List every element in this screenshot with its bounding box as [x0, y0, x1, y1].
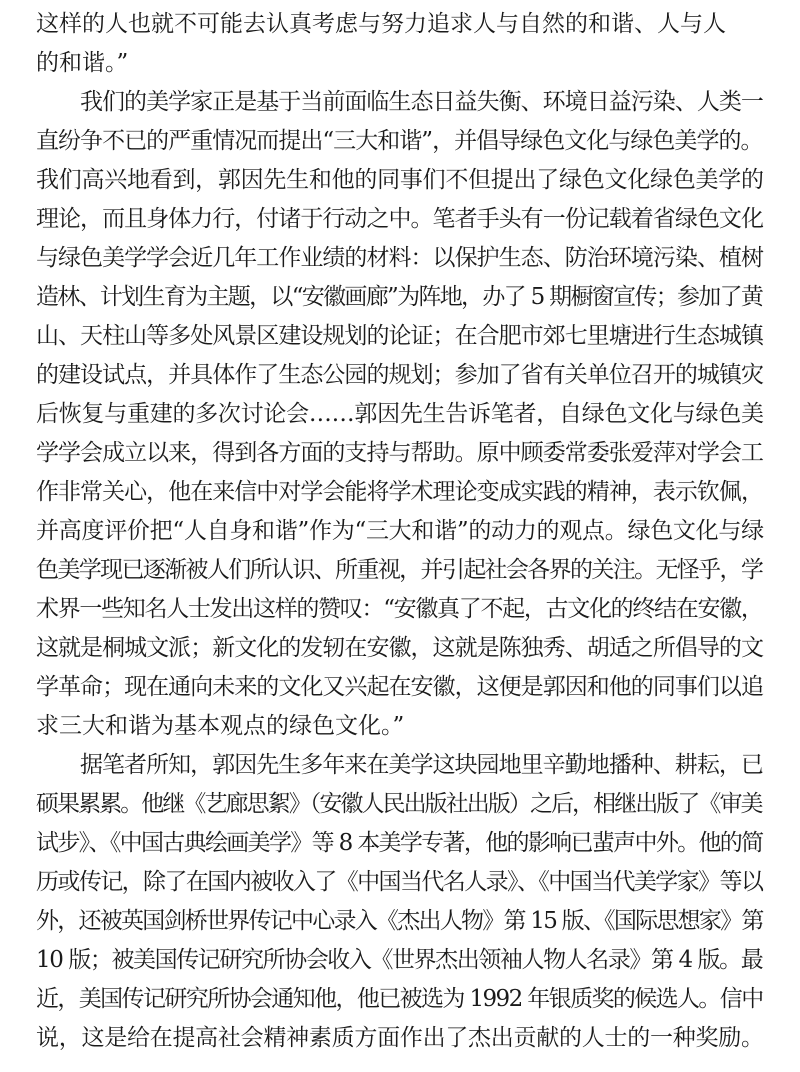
text-line: 造林、计划生育为主题，以“安徽画廊”为阵地，办了 5 期橱窗宣传；参加了黄: [36, 284, 763, 310]
text-line: 近，美国传记研究所协会通知他，他已被选为 1992 年银质奖的候选人。信中: [36, 986, 763, 1012]
text-line: 后恢复与重建的多次讨论会……郭因先生告诉笔者，自绿色文化与绿色美: [36, 401, 764, 427]
text-line: 并高度评价把“人自身和谐”作为“三大和谐”的动力的观点。绿色文化与绿: [36, 518, 764, 544]
text-line: 的和谐。”: [36, 50, 129, 76]
text-line: 山、天柱山等多处风景区建设规划的论证；在合肥市郊七里塘进行生态城镇: [36, 323, 763, 349]
text-line: 据笔者所知，郭因先生多年来在美学这块园地里辛勤地播种、耕耘，已: [80, 752, 763, 778]
text-line: 10 版；被美国传记研究所协会收入《世界杰出领袖人物人名录》第 4 版。最: [36, 947, 763, 973]
text-line: 这样的人也就不可能去认真考虑与努力追求人与自然的和谐、人与人: [36, 11, 726, 37]
text-line: 的建设试点，并具体作了生态公园的规划；参加了省有关单位召开的城镇灾: [36, 362, 763, 388]
text-line: 我们高兴地看到，郭因先生和他的同事们不但提出了绿色文化绿色美学的: [36, 167, 764, 193]
text-line: 说，这是给在提高社会精神素质方面作出了杰出贡献的人士的一种奖励。: [36, 1025, 764, 1051]
text-line: 色美学现已逐渐被人们所认识、所重视，并引起社会各界的关注。无怪乎，学: [36, 557, 763, 583]
text-line: 术界一些知名人士发出这样的赞叹：“安徽真了不起，古文化的终结在安徽，: [36, 596, 763, 622]
text-line: 试步》、《中国古典绘画美学》等 8 本美学专著，他的影响已蜚声中外。他的简: [36, 830, 763, 856]
text-line: 作非常关心，他在来信中对学会能将学术理论变成实践的精神，表示钦佩，: [36, 479, 763, 505]
text-line: 学学会成立以来，得到各方面的支持与帮助。原中顾委常委张爱萍对学会工: [36, 440, 763, 466]
text-line: 理论，而且身体力行，付诸于行动之中。笔者手头有一份记载着省绿色文化: [36, 206, 763, 232]
text-line: 这就是桐城文派；新文化的发轫在安徽，这就是陈独秀、胡适之所倡导的文: [36, 635, 763, 661]
text-line: 直纷争不已的严重情况而提出“三大和谐”，并倡导绿色文化与绿色美学的。: [36, 128, 763, 154]
text-line: 求三大和谐为基本观点的绿色文化。”: [36, 713, 405, 739]
text-line: 硕果累累。他继《艺廊思絮》（安徽人民出版社出版）之后，相继出版了《审美: [36, 791, 762, 817]
text-line: 历或传记，除了在国内被收入了《中国当代名人录》、《中国当代美学家》等以: [36, 869, 763, 895]
text-line: 我们的美学家正是基于当前面临生态日益失衡、环境日益污染、人类一: [80, 89, 763, 115]
text-line: 与绿色美学学会近几年工作业绩的材料：以保护生态、防治环境污染、植树: [36, 245, 763, 271]
text-line: 学革命；现在通向未来的文化又兴起在安徽，这便是郭因和他的同事们以追: [36, 674, 763, 700]
text-line: 外，还被英国剑桥世界传记中心录入《杰出人物》第 15 版、《国际思想家》第: [36, 908, 763, 934]
